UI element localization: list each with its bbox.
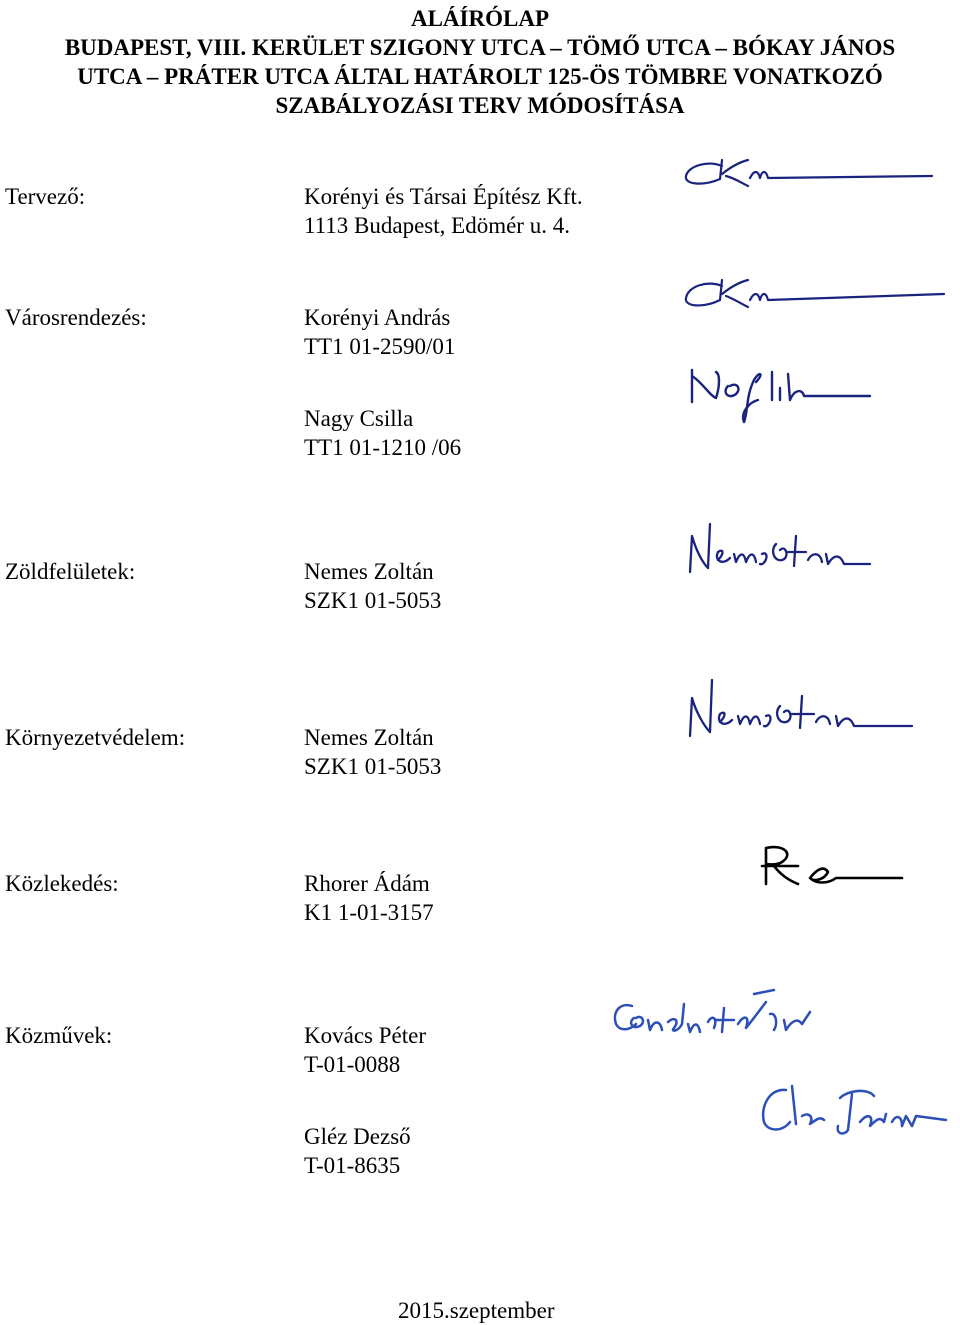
varosrendezes-signature-2 bbox=[684, 362, 884, 428]
document-title bbox=[0, 4, 960, 120]
kozlekedes-label: Közlekedés: bbox=[5, 871, 119, 896]
tervezo-signature bbox=[682, 152, 942, 202]
kozlekedes-reg: K1 1-01-3157 bbox=[304, 900, 434, 925]
kornyezetvedelem-name: Nemes Zoltán bbox=[304, 725, 434, 750]
kozlekedes-signature bbox=[754, 838, 914, 894]
varosrendezes-reg-2: TT1 01-1210 /06 bbox=[304, 435, 462, 460]
varosrendezes-name-1: Korényi András bbox=[304, 305, 451, 330]
tervezo-address: 1113 Budapest, Edömér u. 4. bbox=[304, 213, 570, 238]
varosrendezes-name-2: Nagy Csilla bbox=[304, 406, 414, 431]
varosrendezes-label: Városrendezés: bbox=[5, 305, 147, 330]
kornyezetvedelem-signature bbox=[684, 672, 920, 748]
title-line-3: UTCA – PRÁTER UTCA ÁLTAL HATÁROLT 125-ÖS TÖMBRE VONATKOZÓ bbox=[77, 64, 883, 89]
kozmuvek-name-2: Gléz Dezső bbox=[304, 1124, 411, 1149]
kozlekedes-name: Rhorer Ádám bbox=[304, 871, 430, 896]
tervezo-label: Tervező: bbox=[5, 184, 86, 209]
document-date: 2015.szeptember bbox=[398, 1298, 555, 1323]
varosrendezes-signature-1 bbox=[682, 272, 952, 324]
title-line-4: SZABÁLYOZÁSI TERV MÓDOSÍTÁSA bbox=[275, 93, 685, 118]
title-line-1: ALÁÍRÓLAP bbox=[410, 6, 549, 31]
kozmuvek-name-1: Kovács Péter bbox=[304, 1023, 426, 1048]
kozmuvek-reg-1: T-01-0088 bbox=[304, 1052, 401, 1077]
kornyezetvedelem-label: Környezetvédelem: bbox=[5, 725, 186, 750]
tervezo-name: Korényi és Társai Építész Kft. bbox=[304, 184, 583, 209]
kornyezetvedelem-reg: SZK1 01-5053 bbox=[304, 754, 442, 779]
title-line-2: BUDAPEST, VIII. KERÜLET SZIGONY UTCA – TÖMŐ UTCA – BÓKAY JÁNOS bbox=[64, 35, 896, 60]
zoldfeluletek-label: Zöldfelületek: bbox=[5, 559, 136, 584]
kozmuvek-label: Közművek: bbox=[5, 1023, 113, 1048]
zoldfeluletek-name: Nemes Zoltán bbox=[304, 559, 434, 584]
varosrendezes-reg-1: TT1 01-2590/01 bbox=[304, 334, 456, 359]
kozmuvek-signature-1 bbox=[604, 984, 834, 1044]
zoldfeluletek-reg: SZK1 01-5053 bbox=[304, 588, 442, 613]
kozmuvek-signature-2 bbox=[756, 1076, 960, 1146]
zoldfeluletek-signature bbox=[684, 514, 884, 584]
kozmuvek-reg-2: T-01-8635 bbox=[304, 1153, 401, 1178]
